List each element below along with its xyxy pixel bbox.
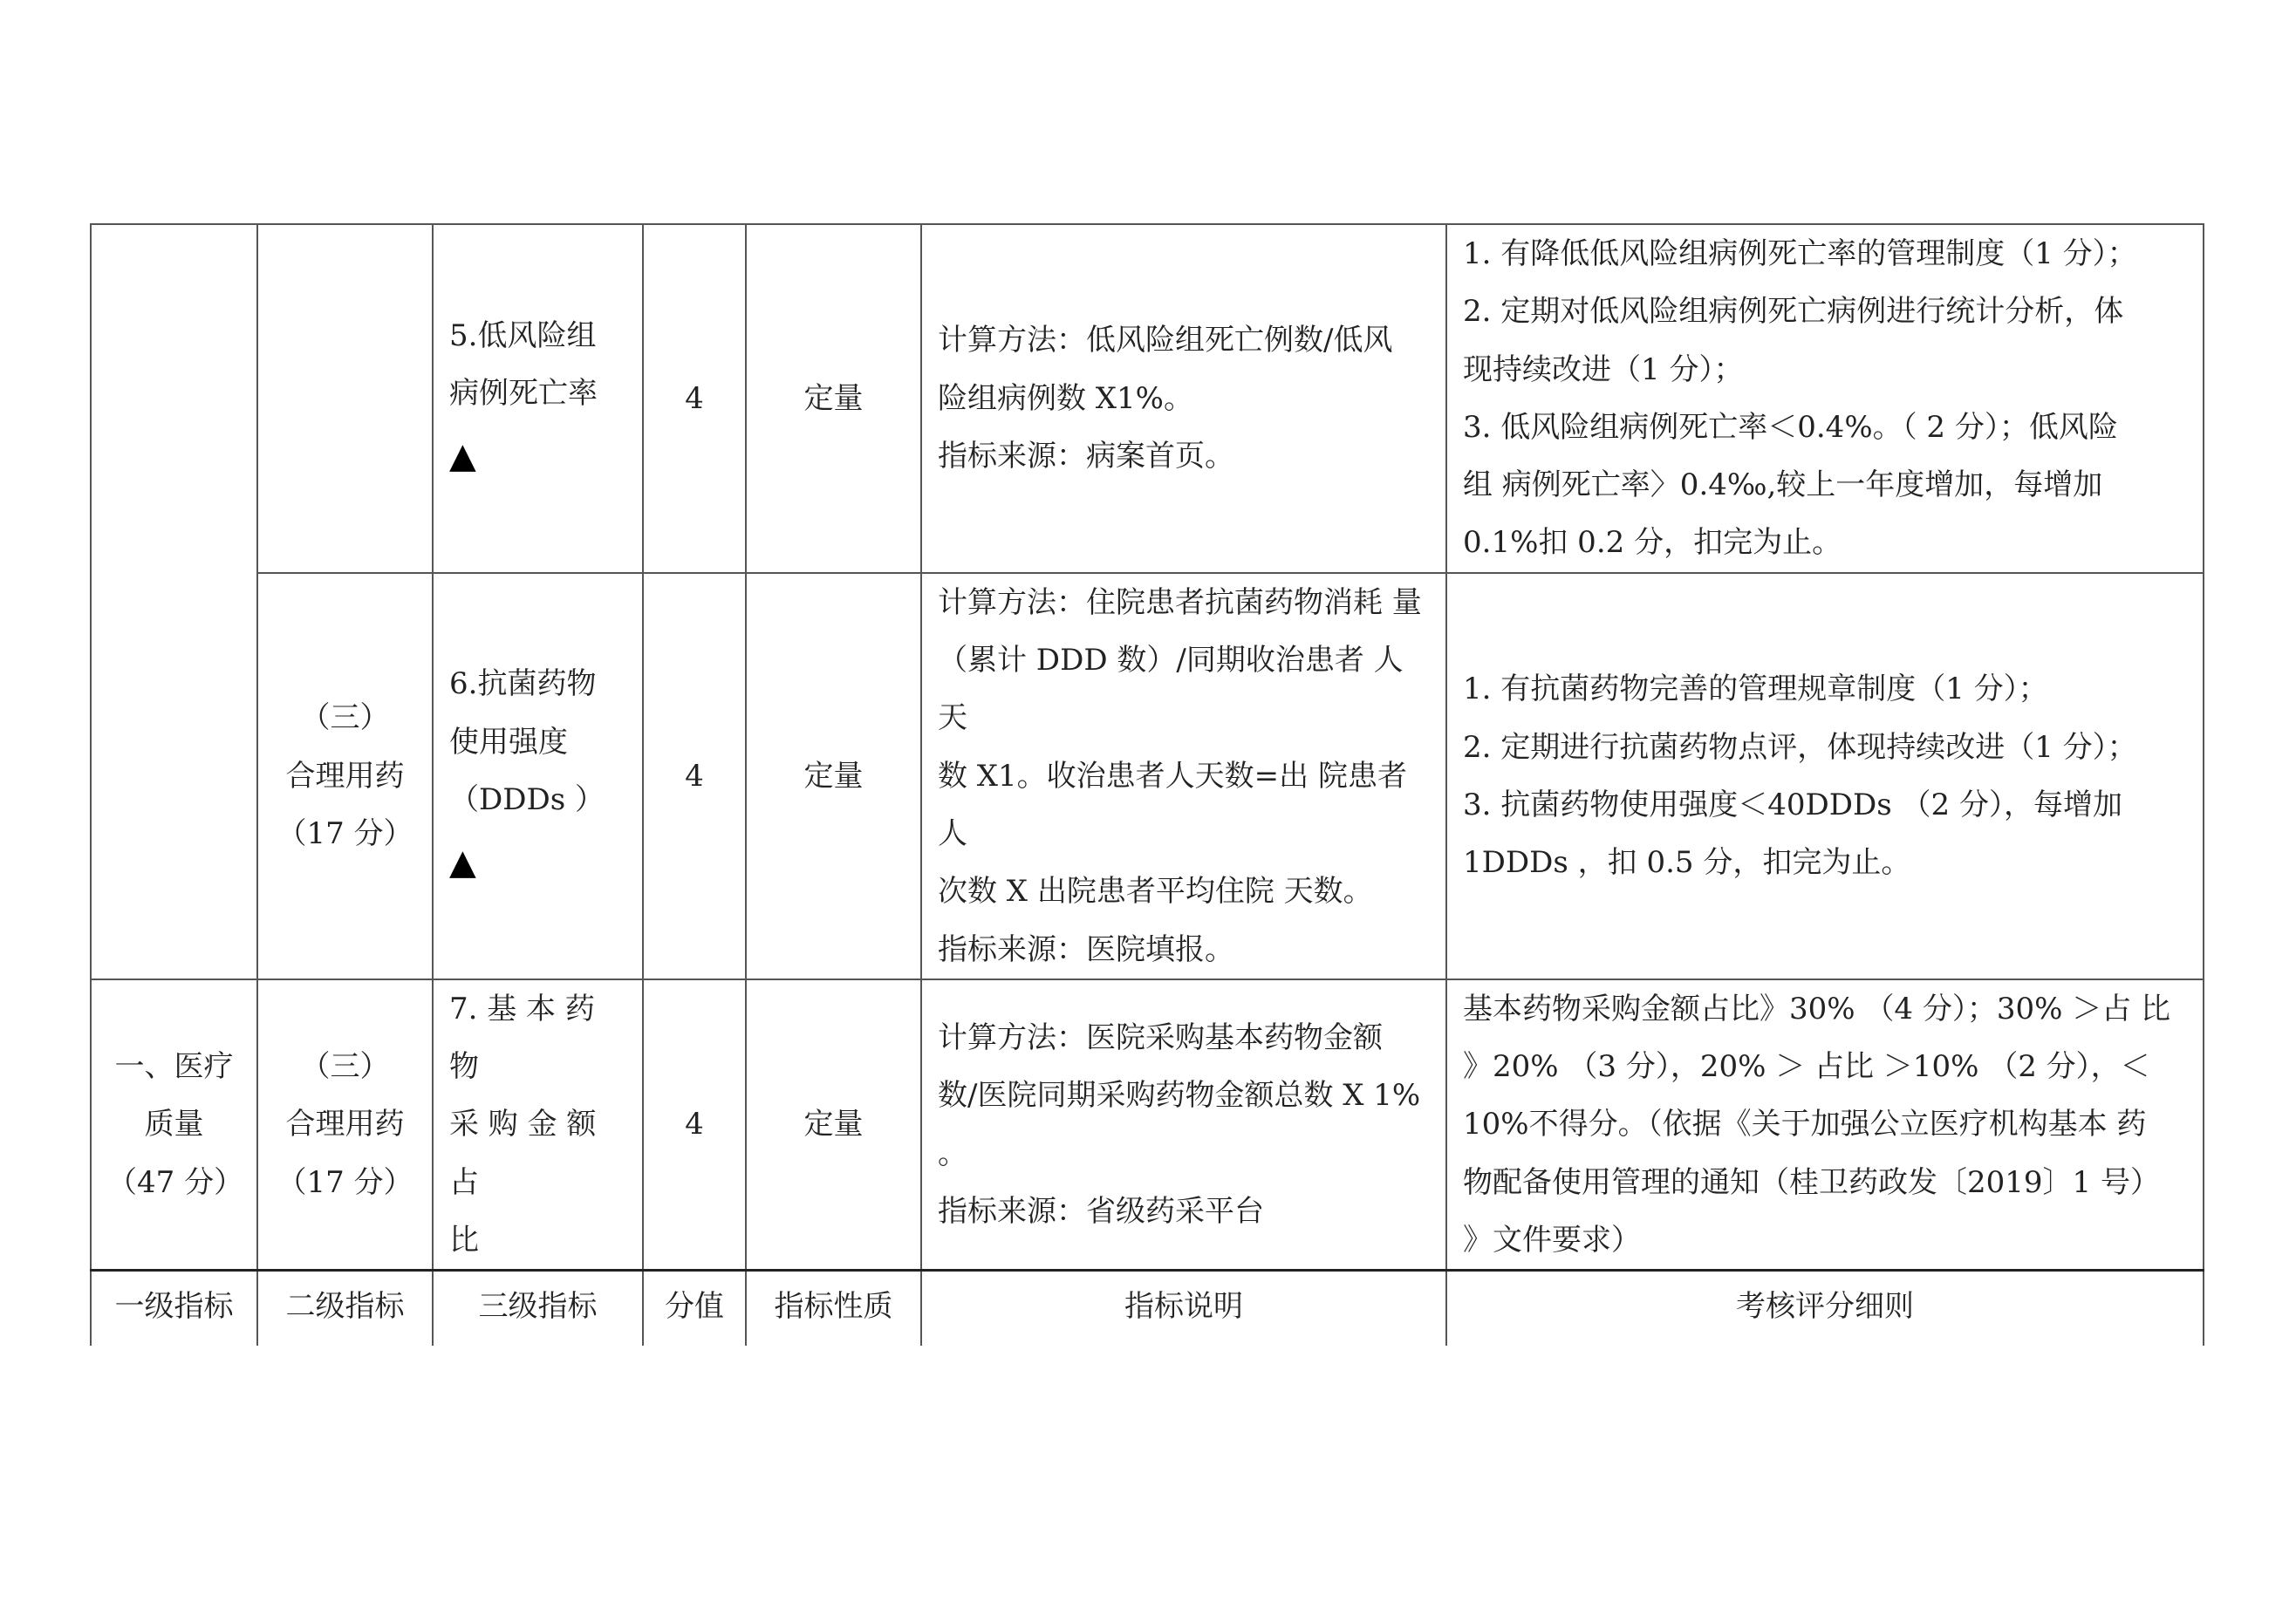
criteria-line: 基本药物采购金额占比》30% （4 分）；30% ＞占 比 <box>1463 991 2171 1026</box>
desc-line: 。 <box>938 1135 967 1171</box>
desc-cell <box>921 979 1446 1271</box>
table-row <box>91 979 2204 1271</box>
nature-cell: 定量 <box>746 224 921 573</box>
criteria-line: 3. 低风险组病例死亡率＜0.4%。（ 2 分）；低风险 <box>1463 409 2118 445</box>
desc-line: 数 X1。收治患者人天数=出 院患者人 <box>938 758 1407 851</box>
level1-cell <box>91 979 257 1271</box>
level3-line: 7. 基 本 药 物 <box>449 991 595 1085</box>
desc-line: 指标来源：病案首页。 <box>938 439 1234 474</box>
triangle-marker-icon: ▲ <box>449 842 476 883</box>
level3-cell <box>433 979 643 1271</box>
table-row <box>91 224 2204 573</box>
level3-cell <box>433 224 643 573</box>
score-cell: 4 <box>643 573 746 979</box>
desc-line: 计算方法：住院患者抗菌药物消耗 量 <box>938 584 1422 620</box>
criteria-line: 现持续改进（1 分）； <box>1463 351 1744 387</box>
evaluation-table <box>90 223 2204 1346</box>
criteria-cell <box>1446 979 2204 1271</box>
level3-cell <box>433 573 643 979</box>
criteria-line: 1DDDs ，扣 0.5 分，扣完为止。 <box>1463 845 1911 881</box>
nature-cell: 定量 <box>746 979 921 1271</box>
desc-line: 指标来源：医院填报。 <box>938 931 1234 967</box>
desc-line: 次数 X 出院患者平均住院 天数。 <box>938 874 1373 910</box>
desc-cell <box>921 573 1446 979</box>
criteria-line: 1. 有抗菌药物完善的管理规章制度（1 分）； <box>1463 672 2048 707</box>
level2-line: 合理用药 <box>285 758 405 794</box>
score-cell: 4 <box>643 979 746 1271</box>
desc-line: 指标来源：省级药采平台 <box>938 1193 1264 1229</box>
level2-line: （三） <box>300 1049 390 1085</box>
table-row <box>91 573 2204 979</box>
triangle-marker-icon: ▲ <box>449 436 476 477</box>
level3-unit: （DDDs ） <box>449 781 605 817</box>
criteria-line: 1. 有降低低风险组病例死亡率的管理制度（1 分）； <box>1463 236 2137 271</box>
header-level3: 三级指标 <box>433 1271 643 1346</box>
criteria-line: 2. 定期对低风险组病例死亡病例进行统计分析，体 <box>1463 294 2124 330</box>
level1-line: 质量 <box>144 1107 204 1142</box>
criteria-line: 2. 定期进行抗菌药物点评，体现持续改进（1 分）； <box>1463 729 2137 765</box>
level1-line: 一、医疗 <box>114 1049 234 1085</box>
desc-cell <box>921 224 1446 573</box>
level1-cell-empty <box>91 224 257 979</box>
header-score: 分值 <box>643 1271 746 1346</box>
level1-line: （47 分） <box>107 1164 244 1200</box>
level2-cell <box>257 224 433 573</box>
desc-line: 计算方法：医院采购基本药物金额 <box>938 1020 1383 1055</box>
header-level1: 一级指标 <box>91 1271 257 1346</box>
level2-line: （三） <box>300 700 390 736</box>
score-cell: 4 <box>643 224 746 573</box>
desc-line: 数/医院同期采购药物金额总数 X 1% <box>938 1078 1421 1114</box>
level3-line: 病例死亡率 <box>449 375 598 411</box>
level2-line: 合理用药 <box>285 1107 405 1142</box>
criteria-cell <box>1446 573 2204 979</box>
level3-line: 采 购 金 额 占 <box>449 1107 597 1200</box>
level3-line: 使用强度 <box>449 724 568 760</box>
level3-line: 5.低风险组 <box>449 317 597 353</box>
criteria-line: 0.1%扣 0.2 分，扣完为止。 <box>1463 525 1842 561</box>
header-criteria: 考核评分细则 <box>1446 1271 2204 1346</box>
criteria-line: 物配备使用管理的通知（桂卫药政发〔2019〕1 号） <box>1463 1164 2160 1200</box>
level3-line <box>449 771 626 897</box>
header-desc: 指标说明 <box>921 1271 1446 1346</box>
criteria-line: 》20% （3 分），20% ＞ 占比 ＞10% （2 分），＜ <box>1463 1049 2150 1085</box>
table-header-row <box>91 1271 2204 1346</box>
level2-line: （17 分） <box>277 1164 413 1200</box>
desc-line: （累计 DDD 数）/同期收治患者 人天 <box>938 643 1404 736</box>
criteria-line: 3. 抗菌药物使用强度＜40DDDs （2 分），每增加 <box>1463 787 2122 822</box>
criteria-cell <box>1446 224 2204 573</box>
nature-cell: 定量 <box>746 573 921 979</box>
header-nature: 指标性质 <box>746 1271 921 1346</box>
criteria-line: 10%不得分。（依据《关于加强公立医疗机构基本 药 <box>1463 1107 2147 1142</box>
level3-line: 6.抗菌药物 <box>449 666 597 702</box>
level2-line: （17 分） <box>277 815 413 851</box>
criteria-line: 组 病例死亡率〉0.4‰,较上一年度增加，每增加 <box>1463 467 2103 503</box>
level2-cell <box>257 573 433 979</box>
level3-line: 比 <box>449 1223 479 1258</box>
desc-line: 计算方法：低风险组死亡例数/低风 <box>938 323 1393 358</box>
desc-line: 险组病例数 X1%。 <box>938 380 1193 416</box>
criteria-line: 》文件要求） <box>1463 1223 1641 1258</box>
header-level2: 二级指标 <box>257 1271 433 1346</box>
level2-cell <box>257 979 433 1271</box>
